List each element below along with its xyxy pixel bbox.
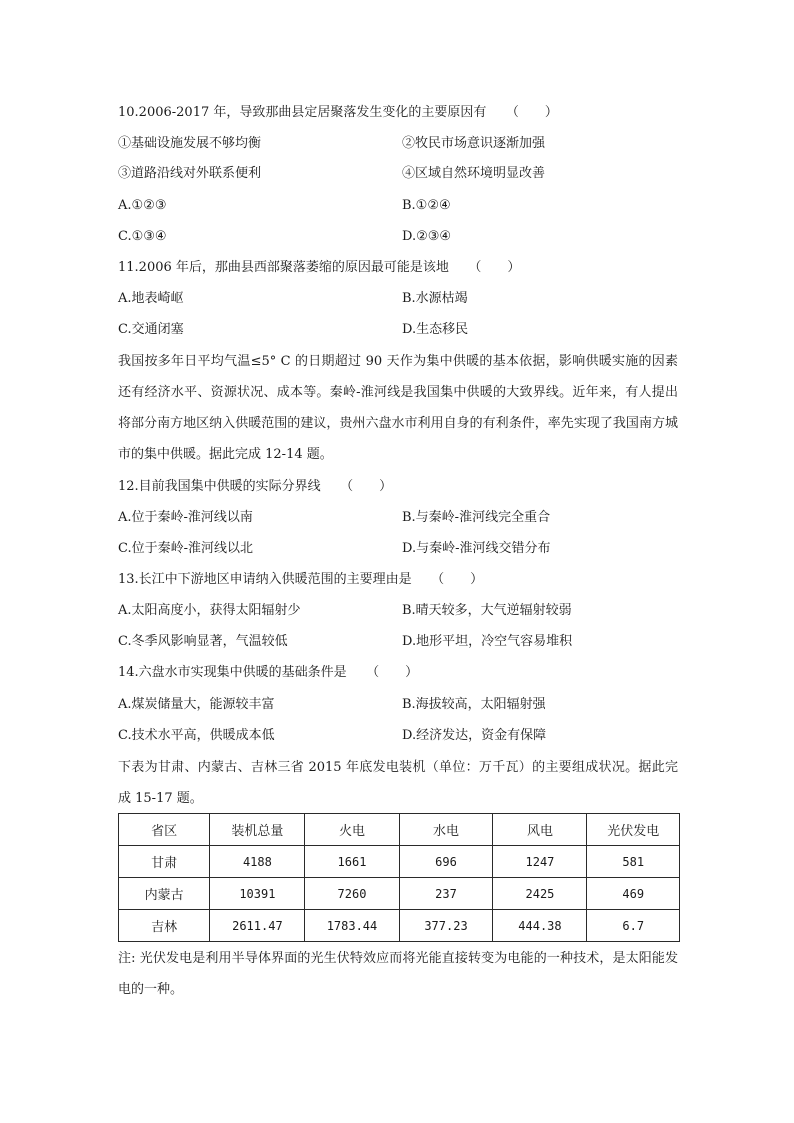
question-10-choice-b: B.①②④ [402,198,451,213]
question-14-choice-c: C.技术水平高，供暖成本低 [118,728,275,743]
question-11-choice-a: A.地表崎岖 [118,291,184,306]
question-10-option: ②牧民市场意识逐渐加强 [402,136,546,151]
table-cell: 1783.44 [305,910,399,942]
table-header-cell: 火电 [305,814,399,846]
table-row [119,878,680,910]
question-12-choice-b: B.与秦岭-淮河线完全重合 [402,510,551,525]
table-cell: 581 [587,846,680,878]
table-cell: 237 [399,878,493,910]
question-10-choice-a: A.①②③ [118,198,167,213]
table-cell: 2611.47 [210,910,305,942]
question-12-title: 12.目前我国集中供暖的实际分界线 （ ） [118,479,393,494]
table-row [119,910,680,942]
question-14-choice-d: D.经济发达，资金有保障 [402,728,547,743]
table-cell: 1661 [305,846,399,878]
question-14-title: 14.六盘水市实现集中供暖的基础条件是 （ ） [118,665,419,680]
question-14-choice-a: A.煤炭储量大，能源较丰富 [118,697,275,712]
question-12-choice-a: A.位于秦岭-淮河线以南 [118,510,253,525]
question-13-title: 13.长江中下游地区申请纳入供暖范围的主要理由是 （ ） [118,572,484,587]
question-10-option: ①基础设施发展不够均衡 [118,136,262,151]
table-cell: 7260 [305,878,399,910]
table-row [119,846,680,878]
question-13-choice-a: A.太阳高度小，获得太阳辐射少 [118,603,301,618]
question-14-choice-b: B.海拔较高，太阳辐射强 [402,697,546,712]
question-11-choice-d: D.生态移民 [402,322,469,337]
table-header-cell: 省区 [119,814,210,846]
question-10-choice-c: C.①③④ [118,229,167,244]
table-cell: 377.23 [399,910,493,942]
question-10-choice-d: D.②③④ [402,229,452,244]
table-header-cell: 装机总量 [210,814,305,846]
table-cell-province: 甘肃 [119,846,210,878]
question-11-choice-c: C.交通闭塞 [118,322,184,337]
table-cell: 1247 [493,846,587,878]
table-cell: 10391 [210,878,305,910]
table-cell: 4188 [210,846,305,878]
heating-passage: 我国按多年日平均气温≤5° C 的日期超过 90 天作为集中供暖的基本依据，影响供暖实施的因素还有经济水平、资源状况、成本等。秦岭-淮河线是我国集中供暖的大致界线。近年来，有人提出将部分南方地区纳入供暖范围的建议，贵州六盘水市利用自身的有利条件，率先实现了我国南方城市的集中供暖。据此完成 12-14 题。 [118,354,678,462]
table-cell: 6.7 [587,910,680,942]
question-12-choice-d: D.与秦岭-淮河线交错分布 [402,541,551,556]
table-cell: 2425 [493,878,587,910]
power-passage: 下表为甘肃、内蒙古、吉林三省 2015 年底发电装机（单位：万千瓦）的主要组成状况。据此完成 15-17 题。 [118,760,678,806]
table-cell: 444.38 [493,910,587,942]
table-header-row [119,814,680,846]
table-header-cell: 水电 [399,814,493,846]
question-11-choice-b: B.水源枯竭 [402,291,468,306]
power-capacity-table [118,813,680,942]
question-13-choice-c: C.冬季风影响显著，气温较低 [118,634,288,649]
question-10-option: ④区域自然环境明显改善 [402,166,546,181]
table-note: 注: 光伏发电是利用半导体界面的光生伏特效应而将光能直接转变为电能的一种技术，是太阳能发电的一种。 [118,951,678,997]
question-13-choice-b: B.晴天较多，大气逆辐射较弱 [402,603,572,618]
question-11-title: 11.2006 年后，那曲县西部聚落萎缩的原因最可能是该地 （ ） [118,260,521,275]
table-cell: 696 [399,846,493,878]
question-13-choice-d: D.地形平坦，冷空气容易堆积 [402,634,573,649]
table-cell-province: 吉林 [119,910,210,942]
question-12-choice-c: C.位于秦岭-淮河线以北 [118,541,254,556]
table-header-cell: 光伏发电 [587,814,680,846]
question-10-option: ③道路沿线对外联系便利 [118,166,262,181]
table-cell: 469 [587,878,680,910]
table-cell-province: 内蒙古 [119,878,210,910]
question-10-title: 10.2006-2017 年，导致那曲县定居聚落发生变化的主要原因有 （ ） [118,105,558,120]
table-header-cell: 风电 [493,814,587,846]
